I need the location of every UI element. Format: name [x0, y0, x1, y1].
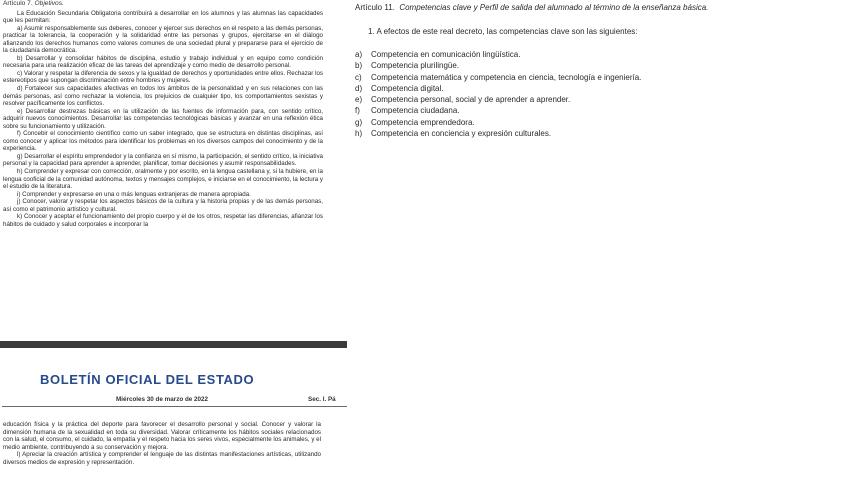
article-7-column	[3, 0, 323, 228]
competencia-item	[355, 60, 735, 71]
competencia-item	[355, 128, 735, 139]
competencia-text: Competencia emprendedora.	[371, 117, 475, 127]
objective-l: l) Apreciar la creación artística y comprender el lenguaje de las distintas manifestaciones artísticas, utilizando diversos medios de expresión y representación.	[3, 451, 321, 466]
article-7-intro: La Educación Secundaria Obligatoria contribuirá a desarrollar en los alumnos y las alumnas las capacidades que les permitan:	[3, 9, 323, 25]
competencia-letter: d)	[355, 83, 363, 93]
competencia-text: Competencia en conciencia y expresión culturales.	[371, 129, 552, 139]
competencia-letter: f)	[355, 106, 360, 116]
competencia-letter: a)	[355, 50, 363, 59]
competencia-letter: g)	[355, 117, 363, 127]
competencia-item	[355, 105, 735, 116]
competencia-letter: e)	[355, 95, 363, 105]
objective-a: a) Asumir responsablemente sus deberes, conocer y ejercer sus derechos en el respeto a las demás personas, practicar la tolerancia, la cooperación y la solidaridad entre las personas y grupos, ejercitarse en el diálogo afianzando los derechos humanos como valores comunes de una sociedad plural y prepararse para el ejercicio de la ciudadanía democrática.	[3, 24, 323, 55]
objective-h: h) Comprender y expresar con corrección, oralmente y por escrito, en la lengua castellana y, si la hubiere, en la lengua cooficial de la comunidad autónoma, textos y mensajes complejos, e iniciarse en el conocimiento, la lectura y el estudio de la literatura.	[3, 168, 323, 191]
competencia-item	[355, 72, 735, 83]
page-divider	[0, 341, 347, 348]
continued-text-column	[3, 421, 321, 466]
article-11-heading	[355, 3, 735, 13]
competencia-item	[355, 94, 735, 105]
objective-j: j) Conocer, valorar y respetar los aspectos básicos de la cultura y la historia propias y de las demás personas, así como el patrimonio artístico y cultural.	[3, 198, 323, 213]
section-label: Sec. I. Pá	[308, 396, 336, 403]
competencia-text: Competencia personal, social y de aprender a aprender.	[371, 95, 571, 105]
article-11-intro: 1. A efectos de este real decreto, las competencias clave son las siguientes:	[368, 27, 638, 36]
competencia-text: Competencia ciudadana.	[371, 106, 460, 116]
objective-b: b) Desarrollar y consolidar hábitos de disciplina, estudio y trabajo individual y en equipo como condición necesaria para una realización eficaz de las tareas del aprendizaje y como medio de desarrollo personal.	[3, 54, 323, 70]
header-date-line	[2, 396, 347, 405]
article-11-title: Competencias clave y Perfil de salida del alumnado al término de la enseñanza básica.	[399, 3, 709, 12]
article-11-number: Artículo 11.	[355, 3, 395, 12]
objective-k: k) Conocer y aceptar el funcionamiento del propio cuerpo y el de los otros, respetar las diferencias, afianzar los hábitos de cuidado y salud corporales e incorporar la	[3, 213, 323, 228]
competencias-list	[355, 49, 735, 139]
header-rule	[2, 406, 347, 407]
article-7-heading	[3, 0, 323, 8]
competencia-item	[355, 117, 735, 128]
competencia-text: Competencia digital.	[371, 83, 444, 93]
objective-d: d) Fortalecer sus capacidades afectivas en todos los ámbitos de la personalidad y en sus relaciones con las demás personas, así como rechazar la violencia, los prejuicios de cualquier tipo, los comportamientos sexistas y resolver pacíficamente los conflictos.	[3, 85, 323, 108]
article-11-column	[355, 3, 735, 139]
objective-e: e) Desarrollar destrezas básicas en la utilización de las fuentes de información para, con sentido crítico, adquirir nuevos conocimientos. Desarrollar las competencias tecnológicas básicas y avanzar en una reflexión ética sobre su funcionamiento y utilización.	[3, 107, 323, 130]
objective-f: f) Concebir el conocimiento científico como un saber integrado, que se estructura en distintas disciplinas, así como conocer y aplicar los métodos para identificar los problemas en los diversos campos del conocimiento y de la experiencia.	[3, 130, 323, 153]
article-7-number: Artículo 7.	[3, 0, 33, 7]
competencia-text: Competencia plurilingüe.	[371, 61, 460, 71]
boe-title: BOLETÍN OFICIAL DEL ESTADO	[40, 372, 255, 387]
competencia-letter: h)	[355, 129, 363, 139]
competencia-letter: b)	[355, 61, 363, 71]
competencia-item	[355, 83, 735, 94]
competencia-text: Competencia en comunicación lingüística.	[371, 50, 521, 59]
publication-date: Miércoles 30 de marzo de 2022	[116, 396, 209, 403]
objective-c: c) Valorar y respetar la diferencia de sexos y la igualdad de derechos y oportunidades entre ellos. Rechazar los estereotipos que supongan discriminación entre hombres y mujeres.	[3, 69, 323, 85]
competencia-letter: c)	[355, 72, 362, 82]
competencia-item	[355, 49, 735, 60]
objective-g: g) Desarrollar el espíritu emprendedor y la confianza en sí mismo, la participación, el sentido crítico, la iniciativa personal y la capacidad para aprender a aprender, planificar, tomar decisiones y asumir responsabilidades.	[3, 152, 323, 168]
objective-i: i) Comprender y expresarse en una o más lenguas extranjeras de manera apropiada.	[17, 190, 251, 198]
objective-k-continued: educación física y la práctica del deporte para favorecer el desarrollo personal y social. Conocer y valorar la dimensión humana de la sexualidad en toda su diversidad. Valorar críticamente los hábitos sociales relacionados con la salud, el consumo, el cuidado, la empatía y el respeto hacia los seres vivos, especialmente los animales, y el medio ambiente, contribuyendo a su conservación y mejora.	[3, 421, 321, 451]
competencia-text: Competencia matemática y competencia en ciencia, tecnología e ingeniería.	[371, 72, 642, 82]
article-7-title: Objetivos.	[34, 0, 64, 7]
